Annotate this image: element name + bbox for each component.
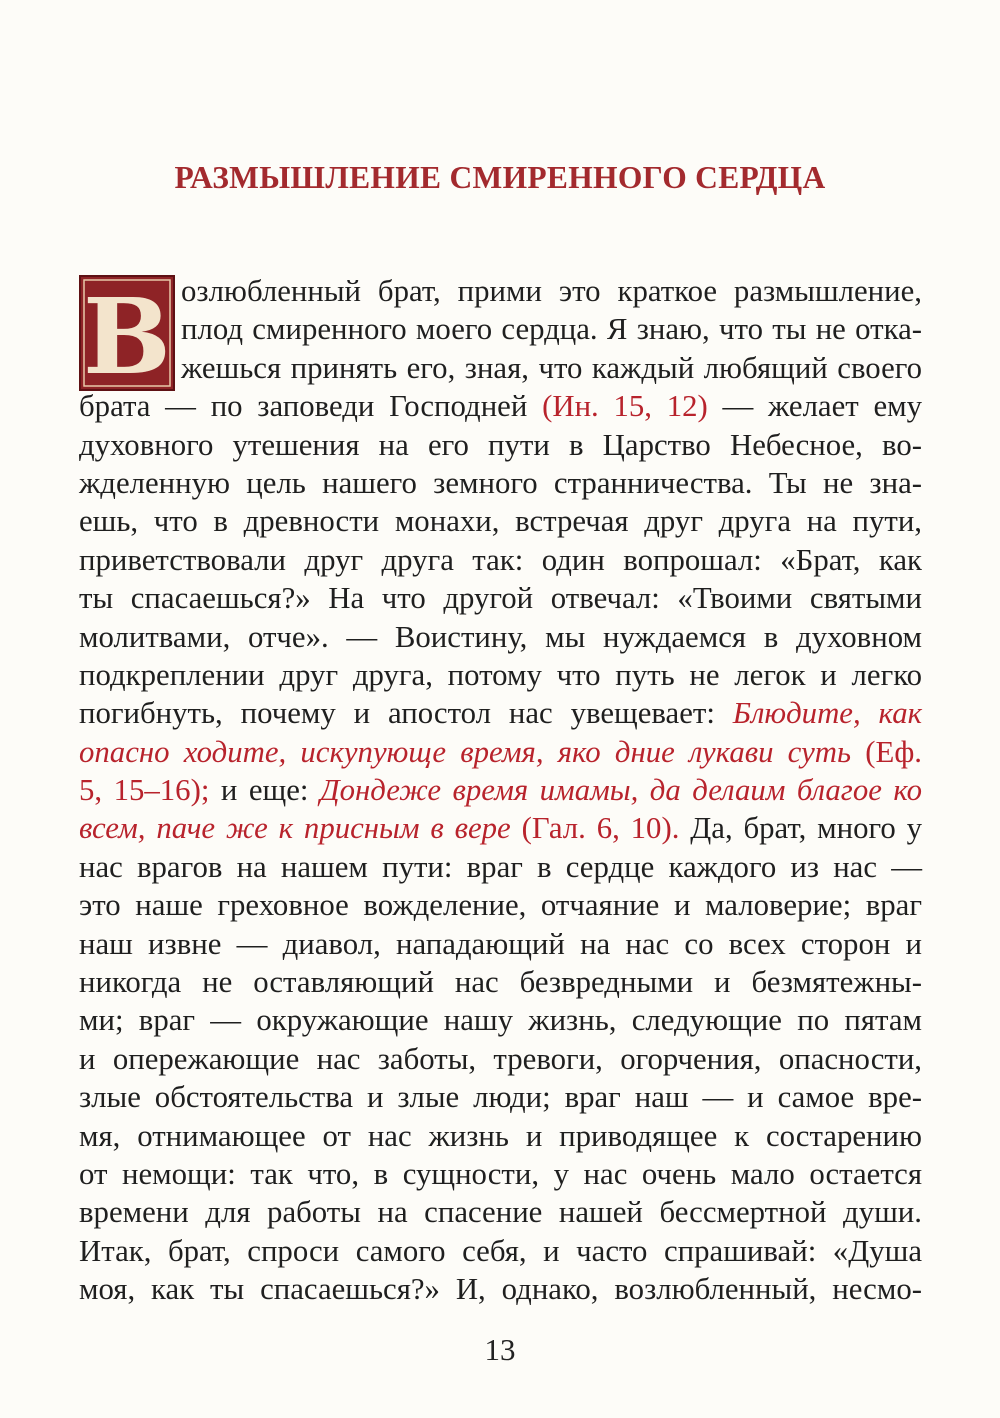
- text-line: мя, отнимающее от нас жизнь и приводящее к состарению: [79, 1118, 922, 1153]
- text-line: ми; враг — окружающие нашу жизнь, следующие по пятам: [79, 1003, 922, 1038]
- text-line: времени для работы на спасение нашей бессмертной души.: [79, 1195, 922, 1230]
- text-line: духовного утешения на его пути в Царство Небесное, во-: [79, 427, 922, 462]
- text-line: молитвами, отче». — Воистину, мы нуждаемся в духовном: [79, 619, 922, 654]
- scripture-reference: 5, 15–16);: [79, 773, 210, 808]
- text-line: озлюбленный брат, прими это краткое размышление,: [181, 274, 922, 308]
- text-line: жделенную цель нашего земного странничества. Ты не зна-: [79, 465, 922, 500]
- text-line: ты спасаешься?» На что другой отвечал: «Твоими святыми: [79, 581, 922, 616]
- scripture-quote: Блюдите, как: [732, 696, 923, 731]
- scripture-reference: (Гал. 6, 10).: [521, 811, 680, 846]
- scripture-reference: (Ин. 15, 12): [542, 389, 708, 424]
- text-line: Итак, брат, спроси самого себя, и часто спрашивай: «Душа: [79, 1233, 922, 1268]
- text-line: никогда не оставляющий нас безвредными и безмятежны-: [79, 965, 922, 1000]
- text-line: брата — по заповеди Господней (Ин. 15, 12) — желает ему: [79, 389, 923, 424]
- text-line: это наше греховное вожделение, отчаяние и маловерие; враг: [79, 888, 922, 923]
- text-line: всем, паче же к присным в вере (Гал. 6, 10). Да, брат, много у: [79, 811, 922, 846]
- text-line: приветствовали друг друга так: один вопрошал: «Брат, как: [79, 542, 922, 577]
- text-line: погибнуть, почему и апостол нас увещевает: Блюдите, как: [79, 696, 923, 731]
- text-line: 5, 15–16); и еще: Дондеже время имамы, да делаим благое ко: [79, 773, 923, 808]
- text-line: наш извне — диавол, нападающий на нас со всех сторон и: [79, 926, 922, 961]
- page-number: 13: [484, 1332, 516, 1367]
- scripture-reference: (Еф.: [865, 734, 922, 769]
- svg-text:В: В: [83, 275, 171, 391]
- text-line: жешься принять его, зная, что каждый любящий своего: [181, 350, 922, 385]
- text-line: плод смиренного моего сердца. Я знаю, что ты не отка-: [181, 312, 922, 347]
- text-line: и опережающие нас заботы, тревоги, огорчения, опасности,: [79, 1041, 922, 1076]
- text-line: подкреплении друг друга, потому что путь не легок и легко: [79, 657, 922, 692]
- body-text: [79, 272, 922, 1309]
- text-line: нас врагов на нашем пути: враг в сердце каждого из нас —: [79, 849, 922, 884]
- text-line: от немощи: так что, в сущности, у нас очень мало остается: [79, 1156, 922, 1191]
- text-line: [79, 733, 922, 771]
- scripture-quote: всем, паче же к присным в вере: [79, 811, 511, 846]
- text-line: ешь, что в древности монахи, встречая друг друга на пути,: [79, 504, 922, 539]
- scripture-quote: опасно ходите, искупующе время, яко дние лукави суть: [79, 734, 852, 769]
- text-line: злые обстоятельства и злые люди; враг наш — и самое вре-: [79, 1080, 922, 1115]
- page-title: РАЗМЫШЛЕНИЕ СМИРЕННОГО СЕРДЦА: [174, 160, 826, 195]
- scripture-quote: Дондеже время имамы, да делаим благое ко: [320, 773, 923, 808]
- text-line: моя, как ты спасаешься?» И, однако, возлюбленный, несмо-: [79, 1272, 922, 1307]
